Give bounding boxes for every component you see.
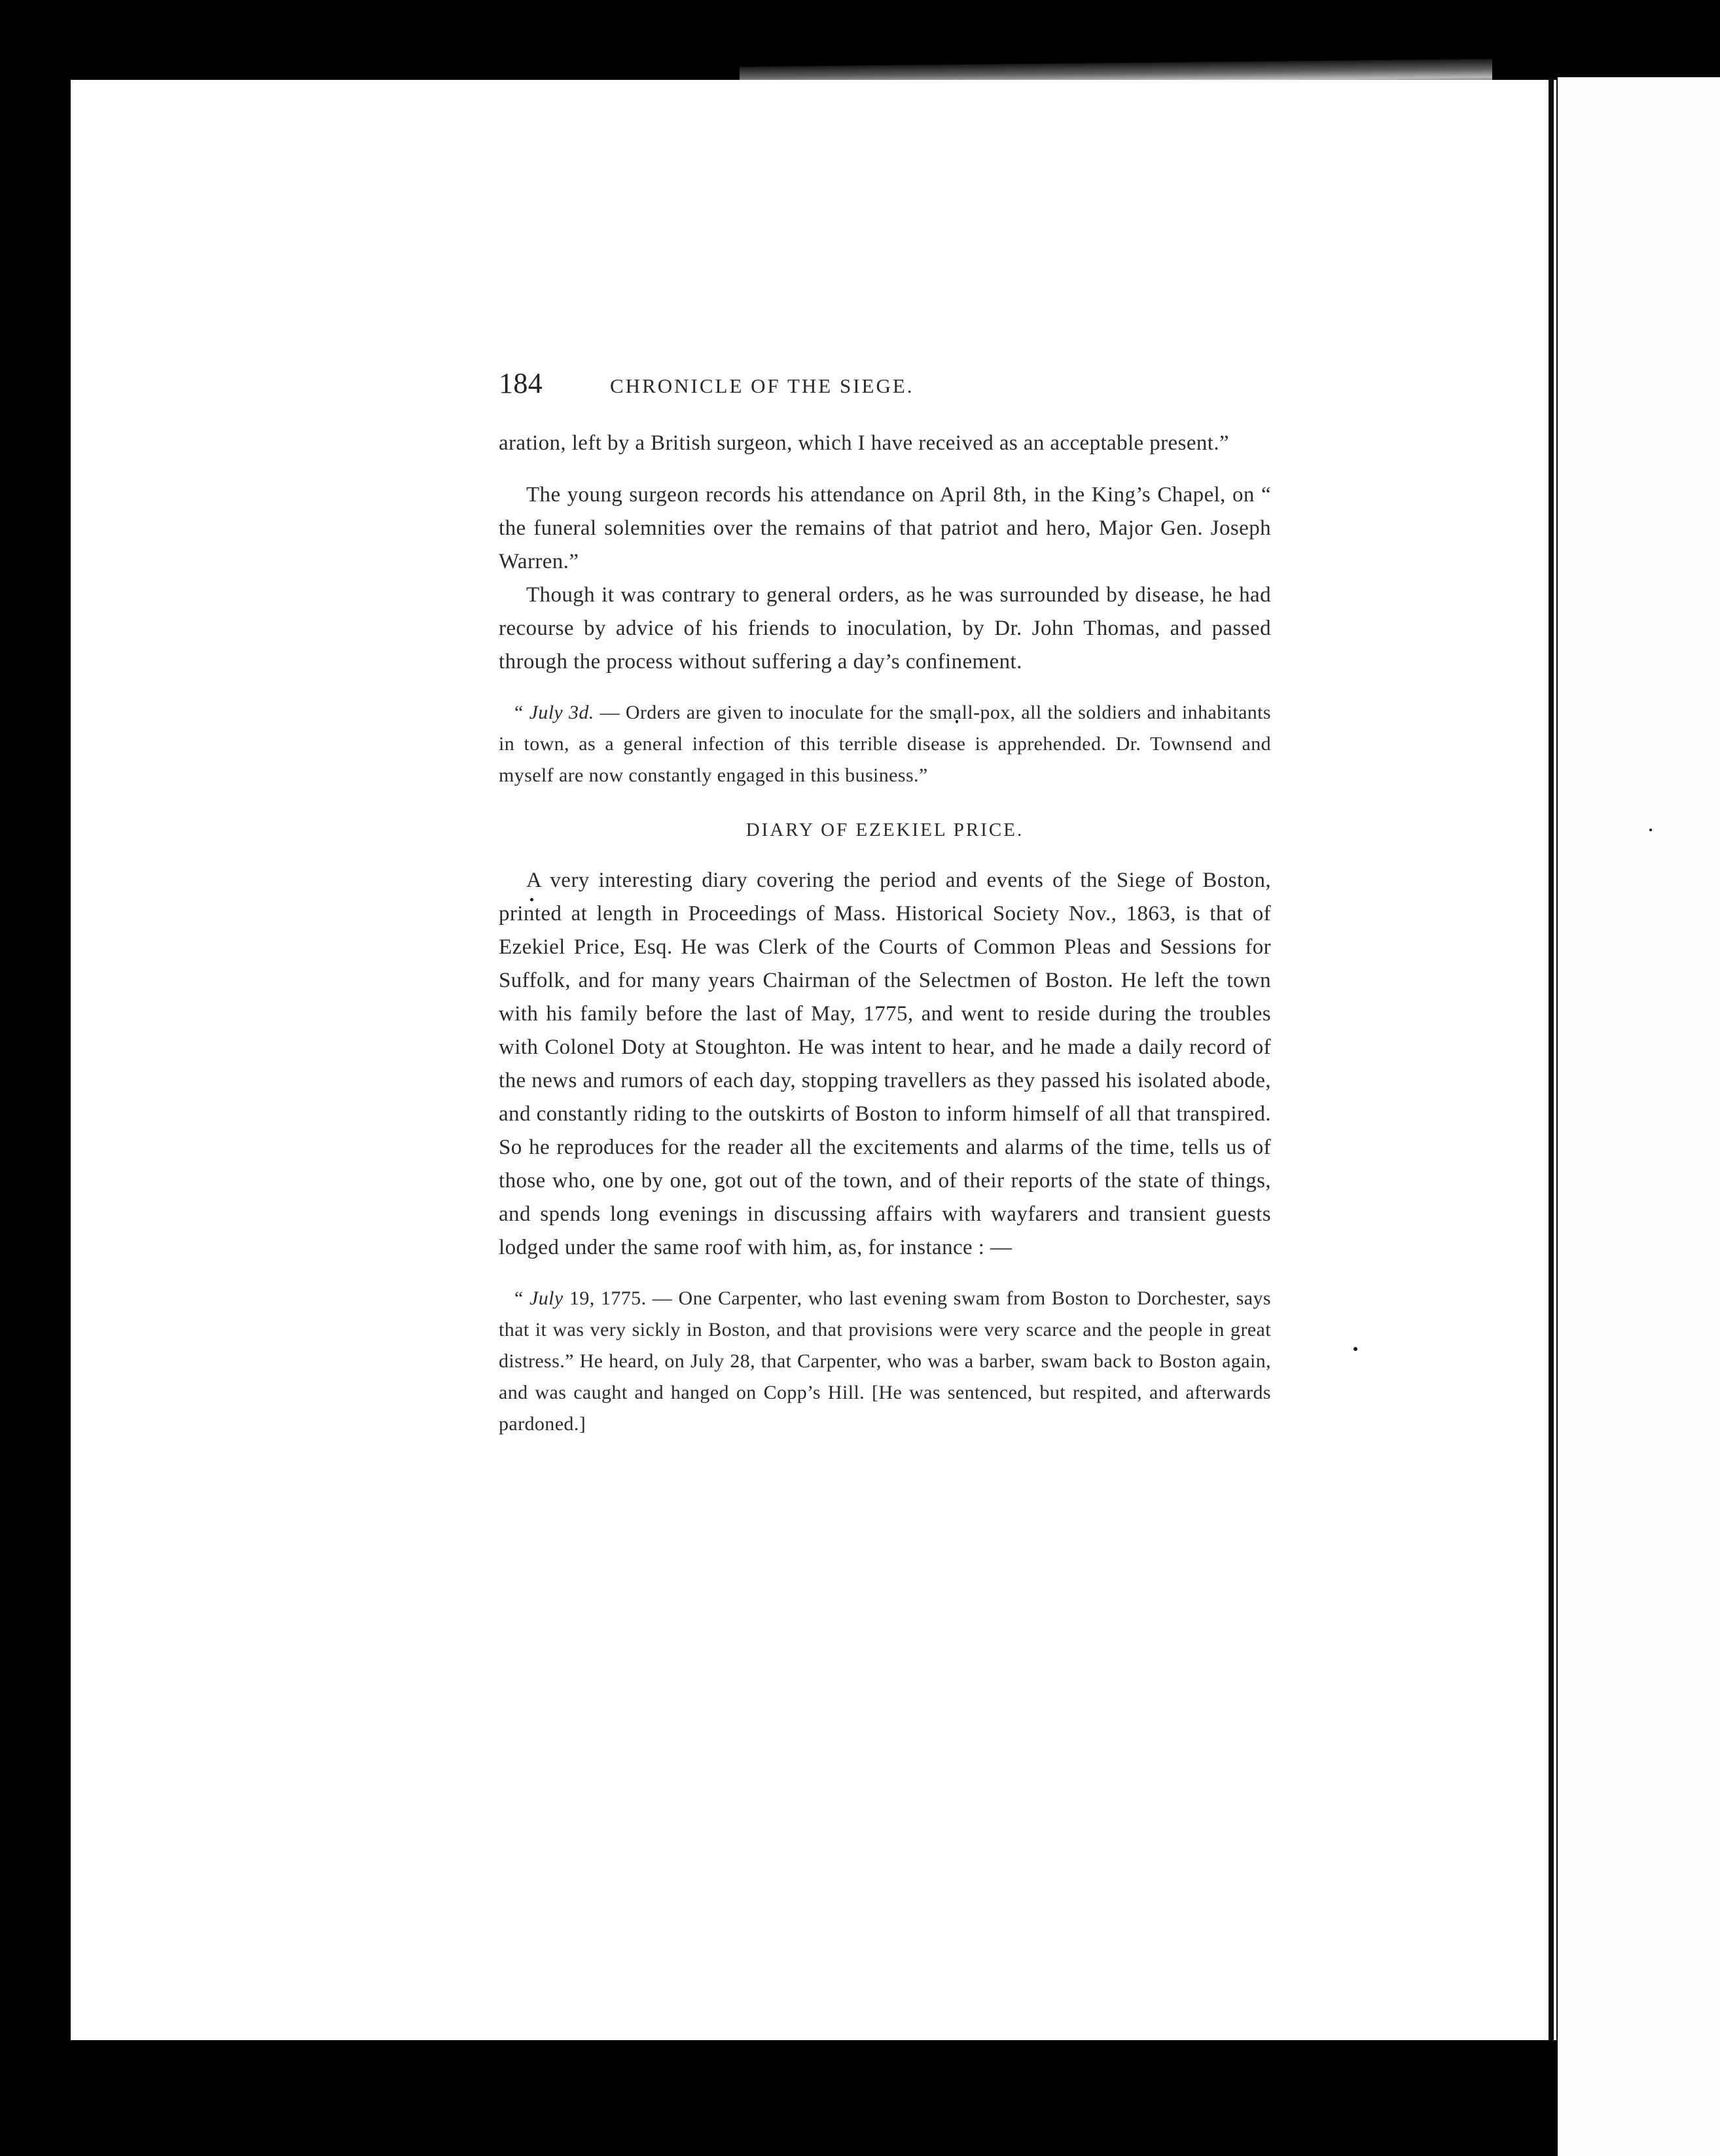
quote-open: “	[514, 1287, 530, 1309]
block-quote	[499, 1283, 1271, 1440]
paragraph: The young surgeon records his attendance on April 8th, in the King’s Chapel, on “ the funeral solemnities over the remains of that patriot and hero, Major Gen. Joseph Warren.”	[499, 483, 1271, 573]
page-header	[499, 367, 1271, 412]
quote-text: — Orders are given to inoculate for the small-pox, all the soldiers and inhabitants in town, as a general infection of this terrible disease is apprehended. Dr. Townsend and myself are now constantly engaged in this business.”	[499, 702, 1271, 786]
scan-bottom-edge	[71, 2040, 1556, 2156]
page-number: 184	[499, 367, 543, 399]
page-text	[499, 367, 1271, 1440]
scan-speck	[1353, 1347, 1357, 1351]
facing-page-edge	[1558, 77, 1720, 2156]
paragraph: aration, left by a British surgeon, which I have received as an acceptable present.”	[499, 431, 1230, 455]
paragraph: A very interesting diary covering the period and events of the Siege of Boston, printed at length in Proceedings of Mass. Historical Society Nov., 1863, is that of Ezekiel Price, Esq. He was Clerk of the Courts of Common Pleas and Sessions for Suffolk, and for many years Chairman of the Selectmen of Boston. He left the town with his family before the last of May, 1775, and went to reside during the troubles with Colonel Doty at Stoughton. He was intent to hear, and he made a daily record of the news and rumors of each day, stopping travellers as they passed his isolated abode, and constantly riding to the outskirts of Boston to inform himself of all that transpired. So he reproduces for the reader all the excitements and alarms of the time, tells us of those who, one by one, got out of the town, and of their reports of the state of things, and spends long evenings in discussing affairs with wayfarers and transient guests lodged under the same roof with him, as, for instance : —	[499, 869, 1271, 1259]
scan-speck	[1649, 829, 1652, 831]
section-heading: DIARY OF EZEKIEL PRICE.	[745, 819, 1024, 840]
paragraph: Though it was contrary to general orders, as he was surrounded by disease, he had recourse by advice of his friends to inoculation, by Dr. John Thomas, and passed through the process without suffering a day’s confinement.	[499, 583, 1271, 674]
block-quote	[499, 697, 1271, 791]
quote-open: “	[514, 702, 529, 723]
page-gutter	[1549, 77, 1554, 2156]
running-head: CHRONICLE OF THE SIEGE.	[610, 374, 914, 397]
quote-date: July	[529, 1287, 564, 1309]
quote-text: 19, 1775. — One Carpenter, who last evening swam from Boston to Dorchester, says that it was very sickly in Boston, and that provisions were very scarce and the people in great distress.” He heard, on July 28, that Carpenter, who was a barber, swam back to Boston again, and was caught and hanged on Copp’s Hill. [He was sentenced, but respited, and afterwards pardoned.]	[499, 1287, 1271, 1435]
quote-date: July 3d.	[529, 702, 594, 723]
